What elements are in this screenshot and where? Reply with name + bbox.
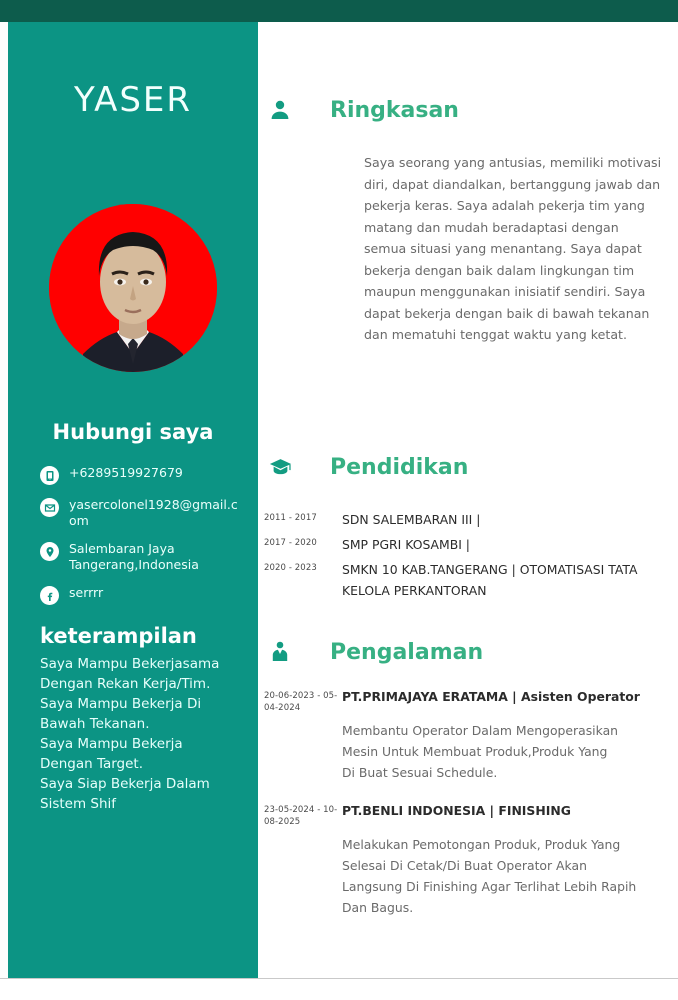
contact-item-location[interactable] — [40, 541, 250, 573]
education-entry-body — [342, 559, 674, 601]
skill-line: Saya Mampu Bekerjasama — [40, 656, 220, 672]
summary-text: Saya seorang yang antusias, memiliki motivasi diri, dapat diandalkan, bertanggung jawab dan pekerja keras. Saya adalah pekerja tim yang matang dan mudah beradaptasi dengan semua situasi yang menantang. Saya dapat bekerja dengan baik dalam lingkungan tim maupun menggunakan inisiatif sendiri. Saya dapat bekerja dengan baik di bawah tekanan dan mematuhi tenggat waktu yang ketat. — [364, 155, 662, 342]
education-entry — [264, 559, 674, 601]
skills-section-title: keterampilan — [40, 624, 197, 648]
contact-item-facebook[interactable] — [40, 585, 250, 605]
phone-icon — [40, 466, 59, 485]
education-entry-heading: SMKN 10 KAB.TANGERANG | OTOMATISASI TATA KELOLA PERKANTORAN — [342, 562, 638, 598]
experience-header — [258, 632, 678, 672]
contact-phone-value: +6289519927679 — [69, 465, 183, 480]
skill-line: Dengan Rekan Kerja/Tim. — [40, 676, 211, 692]
contact-list — [40, 465, 250, 617]
graduation-cap-icon — [258, 455, 300, 480]
skill-line: Bawah Tekanan. — [40, 716, 150, 732]
education-entry-body — [342, 509, 674, 530]
contact-location-value: Salembaran Jaya Tangerang,Indonesia — [69, 541, 199, 572]
experience-entry — [264, 687, 676, 783]
cv-main-column — [258, 22, 678, 978]
cv-sidebar — [8, 22, 258, 978]
education-title: Pendidikan — [330, 454, 469, 480]
section-experience — [258, 632, 678, 915]
experience-entry-body — [342, 801, 676, 918]
experience-entry-description: Membantu Operator Dalam Mengoperasikan Mesin Untuk Membuat Produk,Produk Yang Di Buat Sesuai Schedule. — [342, 723, 619, 780]
skill-line: Saya Mampu Bekerja Di — [40, 696, 202, 712]
avatar — [49, 204, 217, 372]
education-entry-date: 2020 - 2023 — [264, 563, 317, 573]
education-entry-date: 2017 - 2020 — [264, 538, 317, 548]
education-entries — [264, 509, 674, 605]
skill-line: Sistem Shif — [40, 796, 117, 812]
experience-entry — [264, 801, 676, 918]
contact-section-title: Hubungi saya — [52, 420, 214, 444]
section-education — [258, 447, 678, 598]
education-entry-heading: SDN SALEMBARAN III | — [342, 512, 481, 527]
experience-entries — [264, 687, 676, 922]
experience-entry-body — [342, 687, 676, 783]
email-icon — [40, 498, 59, 517]
experience-entry-date: 23-05-2024 - 10-08-2025 — [264, 805, 338, 827]
contact-item-phone[interactable] — [40, 465, 250, 485]
education-header — [258, 447, 678, 487]
contact-item-email[interactable] — [40, 497, 250, 529]
portrait-photo-icon — [49, 204, 217, 372]
skill-line: Saya Siap Bekerja Dalam — [40, 776, 210, 792]
person-icon — [258, 98, 300, 122]
business-person-icon — [258, 640, 300, 664]
experience-entry-heading: PT.PRIMAJAYA ERATAMA | Asisten Operator — [342, 689, 640, 704]
contact-email-value: yasercolonel1928@gmail.com — [69, 497, 238, 528]
summary-header — [258, 90, 678, 130]
education-entry — [264, 509, 674, 530]
education-entry-body — [342, 534, 674, 555]
skill-line: Dengan Target. — [40, 756, 144, 772]
contact-facebook-value: serrrr — [69, 585, 104, 600]
facebook-icon — [40, 586, 59, 605]
education-entry-date: 2011 - 2017 — [264, 513, 317, 523]
skills-list — [40, 654, 245, 814]
location-icon — [40, 542, 59, 561]
top-app-bar — [0, 0, 678, 22]
experience-entry-date: 20-06-2023 - 05-04-2024 — [264, 691, 338, 713]
section-summary — [258, 90, 678, 342]
education-entry — [264, 534, 674, 555]
experience-entry-heading: PT.BENLI INDONESIA | FINISHING — [342, 803, 571, 818]
skill-line: Saya Mampu Bekerja — [40, 736, 183, 752]
experience-entry-description: Melakukan Pemotongan Produk, Produk Yang Selesai Di Cetak/Di Buat Operator Akan Langsung Di Finishing Agar Terlihat Lebih Rapih Dan Bagus. — [342, 837, 637, 915]
candidate-name: YASER — [73, 80, 193, 120]
summary-title: Ringkasan — [330, 97, 459, 123]
education-entry-heading: SMP PGRI KOSAMBI | — [342, 537, 470, 552]
experience-title: Pengalaman — [330, 639, 484, 665]
